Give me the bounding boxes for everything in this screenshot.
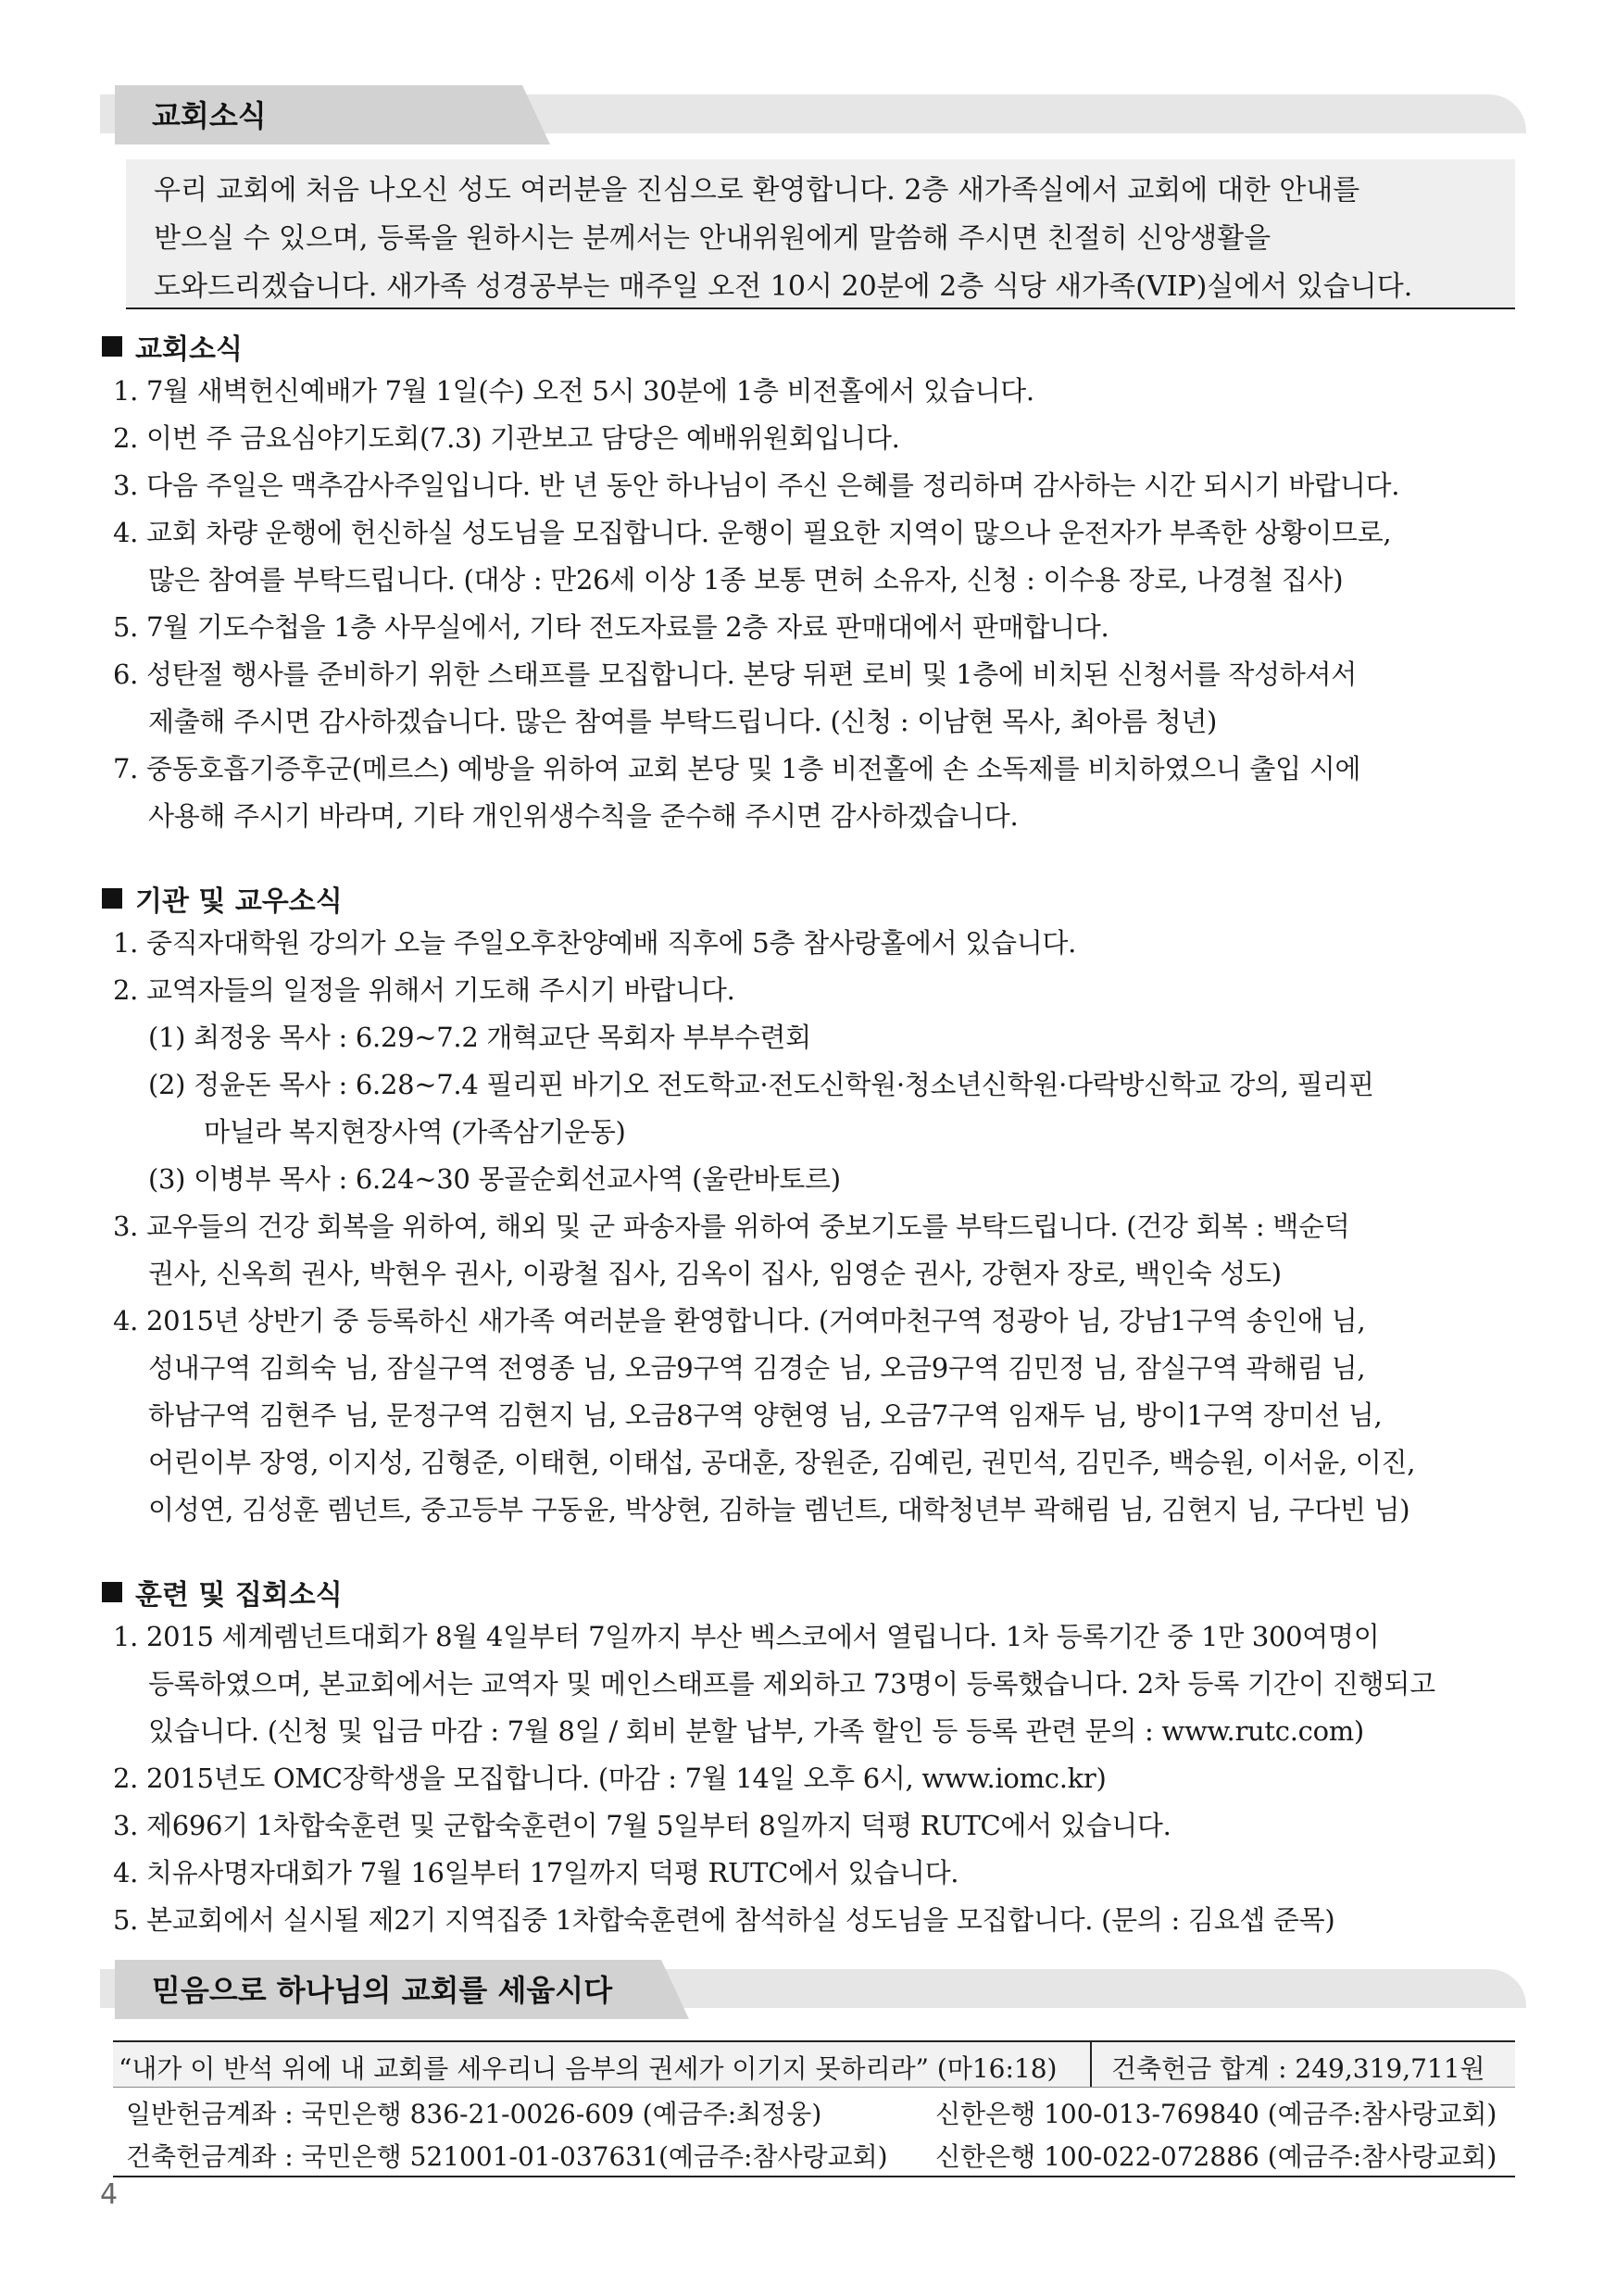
org-line: 성내구역 김희숙 님, 잠실구역 전영종 님, 오금9구역 김경순 님, 오금9구역 김민정 님, 잠실구역 곽해림 님,	[148, 1352, 1366, 1384]
org-line: 3. 교우들의 건강 회복을 위하여, 해외 및 군 파송자를 위하여 중보기도를 부탁드립니다. (건강 회복 : 백순덕	[113, 1211, 1350, 1242]
training-line: 있습니다. (신청 및 입금 마감 : 7월 8일 / 회비 분할 납부, 가족 할인 등 등록 관련 문의 : www.rutc.com)	[148, 1715, 1364, 1747]
org-line: 하남구역 김현주 님, 문정구역 김현지 님, 오금8구역 양현영 님, 오금7구역 임재두 님, 방이1구역 장미선 님,	[148, 1399, 1383, 1431]
news-line: 사용해 주시기 바라며, 기타 개인위생수칙을 준수해 주시면 감사하겠습니다.	[148, 800, 1019, 832]
general-account: 일반헌금계좌 : 국민은행 836-21-0026-609 (예금주:최정웅)	[126, 2099, 822, 2129]
news-line: 3. 다음 주일은 맥추감사주일입니다. 반 년 동안 하나님이 주신 은혜를 정리하며 감사하는 시간 되시기 바랍니다.	[113, 470, 1400, 501]
square-bullet-icon	[102, 336, 122, 357]
training-line: 5. 본교회에서 실시될 제2기 지역집중 1차합숙훈련에 참석하실 성도님을 모집합니다. (문의 : 김요셉 준목)	[113, 1904, 1335, 1936]
welcome-box	[126, 159, 1515, 309]
header-title: 믿음으로 하나님의 교회를 세웁시다	[152, 1973, 613, 2008]
section-title-church-news: 교회소식	[102, 326, 243, 367]
news-line: 7. 중동호흡기증후군(메르스) 예방을 위하여 교회 본당 및 1층 비전홀에 손 소독제를 비치하였으니 출입 시에	[113, 753, 1361, 784]
welcome-line: 받으실 수 있으며, 등록을 원하시는 분께서는 안내위원에게 말씀해 주시면 친절히 신앙생활을	[154, 222, 1272, 255]
news-line: 제출해 주시면 감사하겠습니다. 많은 참여를 부탁드립니다. (신청 : 이남현 목사, 최아름 청년)	[148, 706, 1218, 737]
square-bullet-icon	[102, 888, 122, 909]
training-line: 1. 2015 세계렘넌트대회가 8월 4일부터 7일까지 부산 벡스코에서 열립니다. 1차 등록기간 중 1만 300여명이	[113, 1621, 1380, 1652]
org-line: 2. 교역자들의 일정을 위해서 기도해 주시기 바랍니다.	[113, 974, 735, 1006]
org-line: 1. 중직자대학원 강의가 오늘 주일오후찬양예배 직후에 5층 참사랑홀에서 있습니다.	[113, 927, 1077, 959]
header-title: 교회소식	[152, 98, 267, 133]
training-line: 4. 치유사명자대회가 7월 16일부터 17일까지 덕평 RUTC에서 있습니다.	[113, 1857, 959, 1888]
bible-verse: “내가 이 반석 위에 내 교회를 세우리니 음부의 권세가 이기지 못하리라” (마16:18)	[119, 2053, 1058, 2084]
news-line: 2. 이번 주 금요심야기도회(7.3) 기관보고 담당은 예배위원회입니다.	[113, 422, 900, 454]
square-bullet-icon	[102, 1582, 122, 1602]
news-line: 6. 성탄절 행사를 준비하기 위한 스태프를 모집합니다. 본당 뒤편 로비 및 1층에 비치된 신청서를 작성하셔서	[113, 659, 1357, 690]
page-number: 4	[100, 2178, 119, 2211]
org-line: 이성연, 김성훈 렘넌트, 중고등부 구동윤, 박상현, 김하늘 렘넌트, 대학청년부 곽해림 님, 김현지 님, 구다빈 님)	[148, 1494, 1410, 1525]
news-line: 많은 참여를 부탁드립니다. (대상 : 만26세 이상 1종 보통 면허 소유자, 신청 : 이수용 장로, 나경철 집사)	[148, 564, 1344, 596]
section-title-org-news: 기관 및 교우소식	[102, 878, 343, 919]
welcome-line: 우리 교회에 처음 나오신 성도 여러분을 진심으로 환영합니다. 2층 새가족실에서 교회에 대한 안내를	[154, 174, 1360, 207]
general-account-2: 신한은행 100-013-769840 (예금주:참사랑교회)	[935, 2099, 1497, 2129]
news-line: 1. 7월 새벽헌신예배가 7월 1일(수) 오전 5시 30분에 1층 비전홀에서 있습니다.	[113, 375, 1034, 407]
building-account-2: 신한은행 100-022-072886 (예금주:참사랑교회)	[935, 2141, 1497, 2172]
section-header-build-church	[100, 1960, 1526, 2019]
org-line: 마닐라 복지현장사역 (가족삼기운동)	[204, 1116, 626, 1148]
org-line: 어린이부 장영, 이지성, 김형준, 이태현, 이태섭, 공대훈, 장원준, 김예린, 권민석, 김민주, 백승원, 이서윤, 이진,	[148, 1447, 1416, 1478]
news-line: 5. 7월 기도수첩을 1층 사무실에서, 기타 전도자료를 2층 자료 판매대에서 판매합니다.	[113, 611, 1109, 643]
training-line: 3. 제696기 1차합숙훈련 및 군합숙훈련이 7월 5일부터 8일까지 덕평 RUTC에서 있습니다.	[113, 1810, 1171, 1841]
org-line: (2) 정윤돈 목사 : 6.28~7.4 필리핀 바기오 전도학교·전도신학원·청소년신학원·다락방신학교 강의, 필리핀	[148, 1069, 1374, 1100]
org-line: (3) 이병부 목사 : 6.24~30 몽골순회선교사역 (울란바토르)	[148, 1163, 841, 1195]
welcome-line: 도와드리겠습니다. 새가족 성경공부는 매주일 오전 10시 20분에 2층 식당 새가족(VIP)실에서 있습니다.	[154, 270, 1413, 303]
org-line: 4. 2015년 상반기 중 등록하신 새가족 여러분을 환영합니다. (거여마천구역 정광아 님, 강남1구역 송인애 님,	[113, 1305, 1366, 1336]
org-line: (1) 최정웅 목사 : 6.29~7.2 개혁교단 목회자 부부수련회	[148, 1022, 811, 1053]
divider	[1090, 2042, 1092, 2087]
building-fund-total: 건축헌금 합계 : 249,319,711원	[1111, 2053, 1485, 2084]
org-line: 권사, 신옥희 권사, 박현우 권사, 이광철 집사, 김옥이 집사, 임영순 권사, 강현자 장로, 백인숙 성도)	[148, 1258, 1282, 1289]
building-account: 건축헌금계좌 : 국민은행 521001-01-037631(예금주:참사랑교회)	[126, 2141, 888, 2172]
offering-box	[113, 2040, 1515, 2177]
section-title-training-news: 훈련 및 집회소식	[102, 1572, 343, 1612]
news-line: 4. 교회 차량 운행에 헌신하실 성도님을 모집합니다. 운행이 필요한 지역이 많으나 운전자가 부족한 상황이므로,	[113, 517, 1392, 548]
training-line: 2. 2015년도 OMC장학생을 모집합니다. (마감 : 7월 14일 오후 6시, www.iomc.kr)	[113, 1763, 1107, 1794]
section-header-church-news	[100, 85, 1526, 144]
training-line: 등록하였으며, 본교회에서는 교역자 및 메인스태프를 제외하고 73명이 등록했습니다. 2차 등록 기간이 진행되고	[148, 1668, 1435, 1700]
